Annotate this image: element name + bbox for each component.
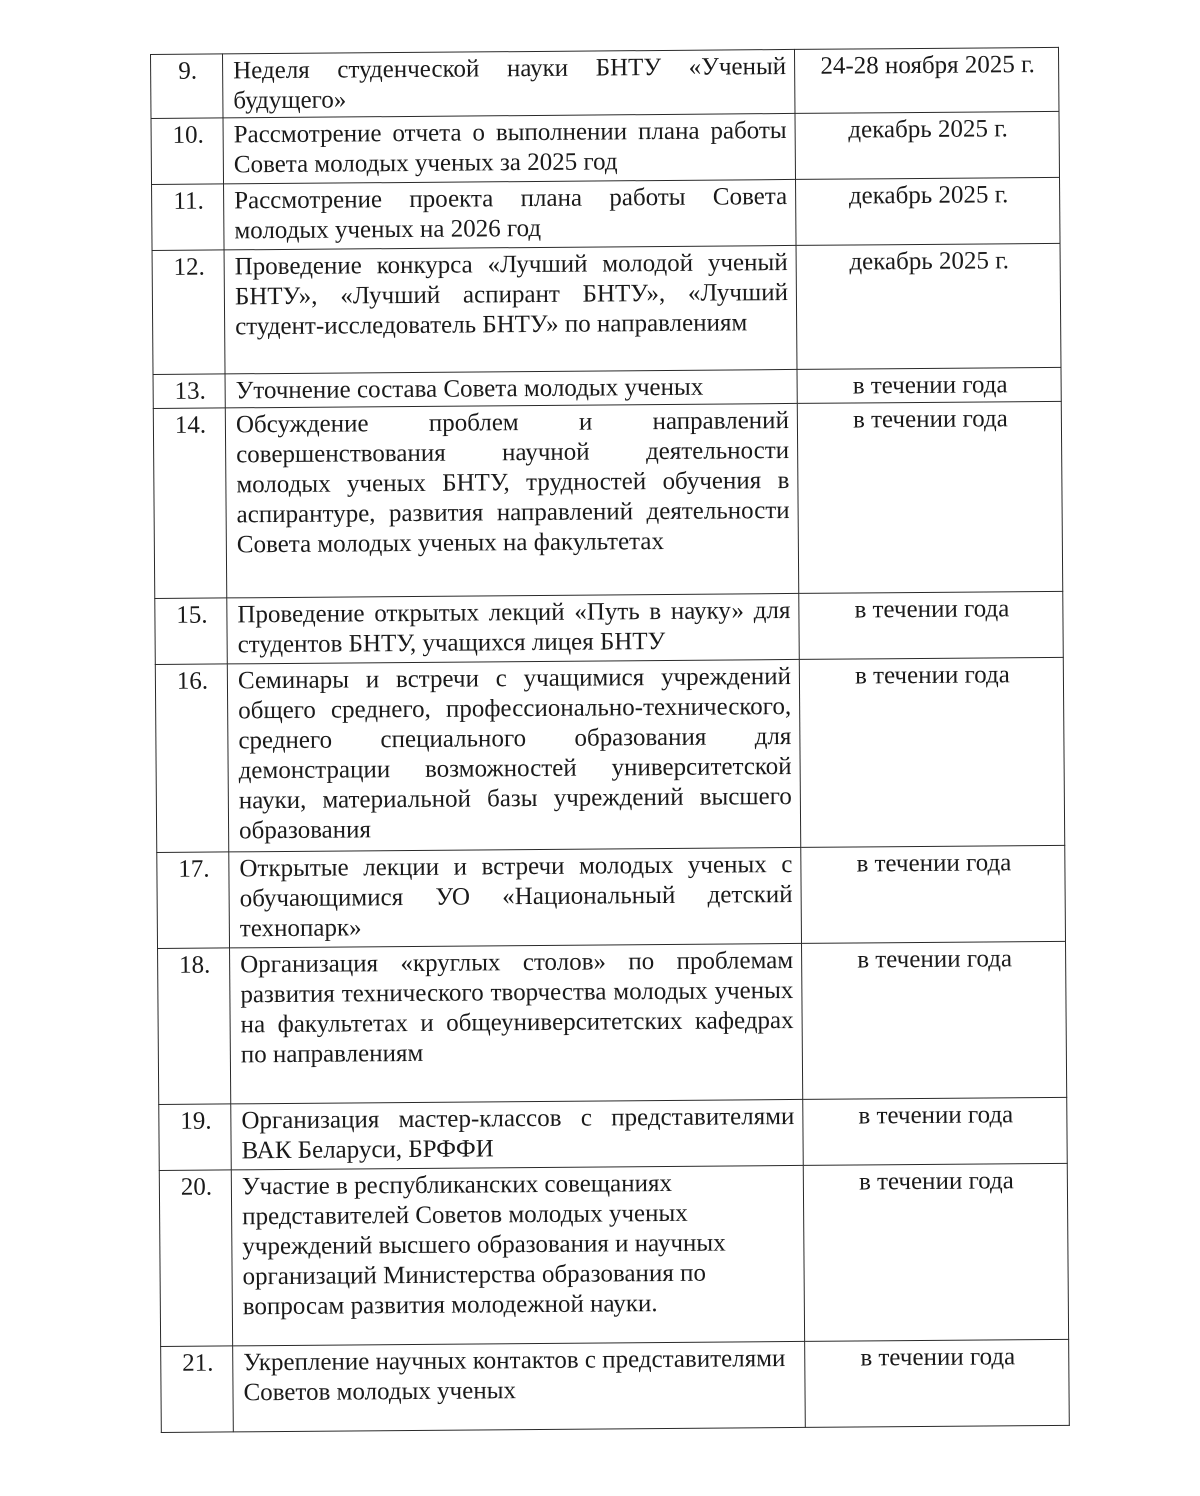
table-row	[151, 47, 1059, 118]
row-number: 10.	[151, 118, 224, 185]
row-number: 13.	[153, 374, 225, 409]
row-date: в течении года	[803, 1097, 1068, 1165]
row-date: в течении года	[799, 591, 1064, 659]
row-number: 21.	[161, 1346, 234, 1433]
row-description: Проведение открытых лекций «Путь в науку» для студентов БНТУ, учащихся лицея БНТУ	[227, 593, 800, 663]
row-date: в течении года	[797, 401, 1062, 593]
table-row	[155, 591, 1063, 664]
row-date: в течении года	[799, 657, 1064, 847]
row-date: в течении года	[802, 941, 1067, 1099]
row-description: Участие в республиканских совещаниях представителей Советов молодых ученых учреждений высшего образования и научных организаций Министерства образования по вопросам развития молодежной науки.	[231, 1165, 804, 1345]
table-row	[153, 401, 1062, 598]
row-number: 11.	[152, 184, 225, 251]
row-description: Организация мастер-классов с представителями ВАК Беларуси, БРФФИ	[231, 1099, 804, 1169]
table-row	[161, 1339, 1070, 1432]
table-row	[152, 177, 1060, 250]
row-description: Проведение конкурса «Лучший молодой ученый БНТУ», «Лучший аспирант БНТУ», «Лучший студент-исследователь БНТУ» по направлениям	[224, 245, 797, 373]
table-row	[151, 111, 1059, 184]
row-description: Рассмотрение отчета о выполнении плана работы Совета молодых ученых за 2025 год	[223, 113, 796, 183]
row-date: декабрь 2025 г.	[796, 243, 1061, 369]
row-description: Укрепление научных контактов с представителями Советов молодых ученых	[233, 1341, 806, 1431]
row-description: Семинары и встречи с учащимися учреждений общего среднего, профессионально-технического, среднего специального образования для демонстрации возможностей университетской науки, материальной базы учреждений высшего образования	[227, 659, 800, 851]
row-number: 20.	[159, 1170, 232, 1347]
table-row	[159, 1163, 1068, 1346]
work-plan-table	[150, 47, 1070, 1433]
row-description: Организация «круглых столов» по проблемам развития технического творчества молодых ученых на факультетах и общеуниверситетских кафедрах по направлениям	[230, 943, 803, 1103]
table-row	[158, 941, 1067, 1104]
table-row	[155, 657, 1064, 852]
table-row	[159, 1097, 1067, 1170]
row-date: в течении года	[803, 1163, 1068, 1341]
row-number: 12.	[152, 250, 225, 375]
row-description: Обсуждение проблем и направлений совершенствования научной деятельности молодых ученых БНТУ, трудностей обучения в аспирантуре, развития направлений деятельности Совета молодых ученых на факультетах	[225, 403, 798, 597]
row-number: 14.	[153, 408, 226, 599]
row-date: 24-28 ноября 2025 г.	[794, 47, 1058, 113]
row-date: декабрь 2025 г.	[796, 177, 1061, 245]
row-number: 16.	[155, 664, 228, 853]
table-row	[157, 845, 1066, 948]
row-number: 18.	[158, 948, 231, 1105]
row-description: Открытые лекции и встречи молодых ученых с обучающимися УО «Национальный детский технопарк»	[229, 847, 802, 947]
row-description: Неделя студенческой науки БНТУ «Ученый будущего»	[223, 49, 795, 117]
table-row	[152, 243, 1061, 374]
row-description: Рассмотрение проекта плана работы Совета молодых ученых на 2026 год	[224, 179, 797, 249]
row-date: в течении года	[797, 367, 1061, 403]
row-description: Уточнение состава Совета молодых ученых	[225, 369, 797, 407]
row-date: в течении года	[801, 845, 1066, 943]
row-number: 19.	[159, 1104, 232, 1171]
row-number: 17.	[157, 852, 230, 949]
row-date: декабрь 2025 г.	[795, 111, 1060, 179]
row-date: в течении года	[805, 1339, 1070, 1427]
row-number: 15.	[155, 598, 228, 665]
row-number: 9.	[151, 54, 224, 119]
